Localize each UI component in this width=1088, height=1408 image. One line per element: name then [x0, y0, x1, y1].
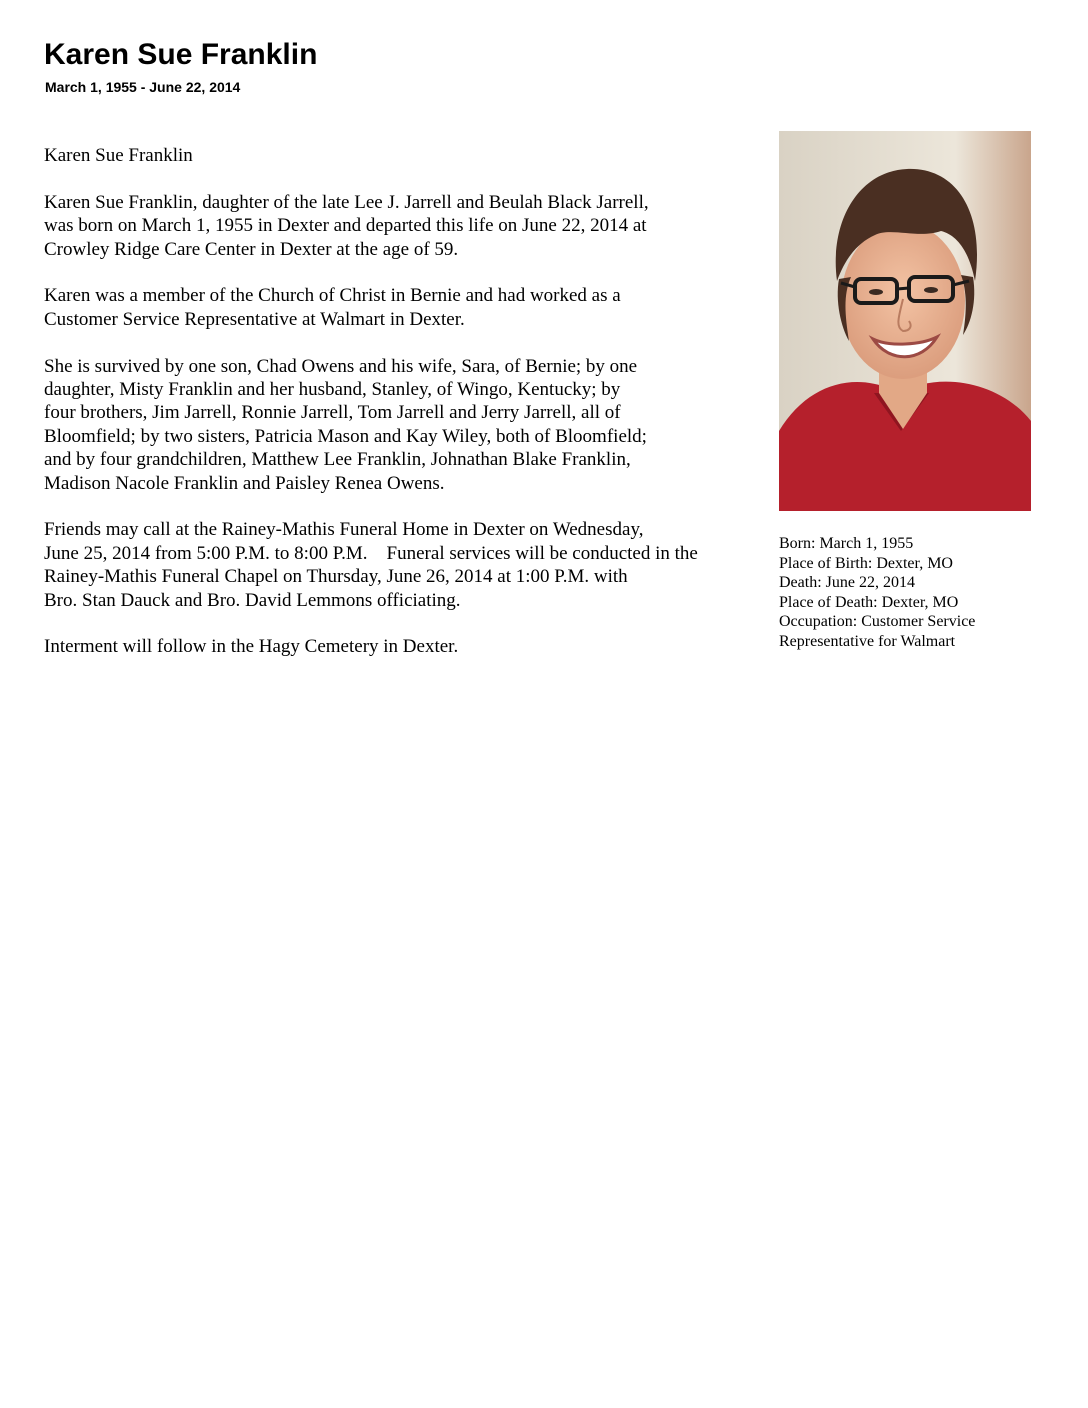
text-line: She is survived by one son, Chad Owens and his wife, Sara, of Bernie; by one: [44, 355, 638, 377]
fact-occupation-cont: Representative for Walmart: [779, 632, 956, 650]
fact-born: Born: March 1, 1955: [779, 535, 914, 552]
life-dates: March 1, 1955 - June 22, 2014: [45, 79, 241, 95]
text-line: four brothers, Jim Jarrell, Ronnie Jarrell, Tom Jarrell and Jerry Jarrell, all of: [44, 402, 621, 424]
obituary-text: [44, 144, 784, 682]
fact-death: Death: June 22, 2014: [779, 574, 915, 592]
text-line: and by four grandchildren, Matthew Lee Franklin, Johnathan Blake Franklin,: [44, 449, 631, 471]
obituary-paragraph: [44, 284, 784, 331]
vital-facts: [779, 534, 975, 652]
text-line: Crowley Ridge Care Center in Dexter at the age of 59.: [44, 238, 459, 260]
text-line: daughter, Misty Franklin and her husband, Stanley, of Wingo, Kentucky; by: [44, 379, 621, 401]
page-title: Karen Sue Franklin: [44, 38, 318, 71]
obituary-paragraph: [44, 191, 784, 261]
obituary-paragraph: [44, 518, 784, 612]
text-line: Madison Nacole Franklin and Paisley Renea Owens.: [44, 472, 445, 494]
text-line: Bro. Stan Dauck and Bro. David Lemmons officiating.: [44, 589, 461, 611]
text-line: was born on March 1, 1955 in Dexter and departed this life on June 22, 2014 at: [44, 215, 647, 237]
portrait-illustration: [779, 131, 1031, 511]
text-line: Karen Sue Franklin: [44, 145, 193, 166]
fact-place-of-birth: Place of Birth: Dexter, MO: [779, 554, 953, 572]
text-line: Friends may call at the Rainey-Mathis Funeral Home in Dexter on Wednesday,: [44, 519, 644, 541]
obituary-paragraph: [44, 355, 784, 495]
text-line: Customer Service Representative at Walmart in Dexter.: [44, 308, 465, 330]
fact-place-of-death: Place of Death: Dexter, MO: [779, 593, 959, 611]
text-line: Karen Sue Franklin, daughter of the late Lee J. Jarrell and Beulah Black Jarrell,: [44, 191, 649, 213]
obituary-paragraph: [44, 635, 784, 658]
text-line: Rainey-Mathis Funeral Chapel on Thursday, June 26, 2014 at 1:00 P.M. with: [44, 566, 628, 588]
text-line: June 25, 2014 from 5:00 P.M. to 8:00 P.M. Funeral services will be conducted in the: [44, 542, 698, 564]
fact-occupation: Occupation: Customer Service: [779, 613, 976, 631]
text-line: Bloomfield; by two sisters, Patricia Mason and Kay Wiley, both of Bloomfield;: [44, 425, 647, 447]
text-line: Karen was a member of the Church of Christ in Bernie and had worked as a: [44, 285, 621, 307]
text-line: Interment will follow in the Hagy Cemetery in Dexter.: [44, 636, 459, 658]
portrait-photo: [779, 131, 1031, 511]
obituary-paragraph: [44, 144, 784, 167]
